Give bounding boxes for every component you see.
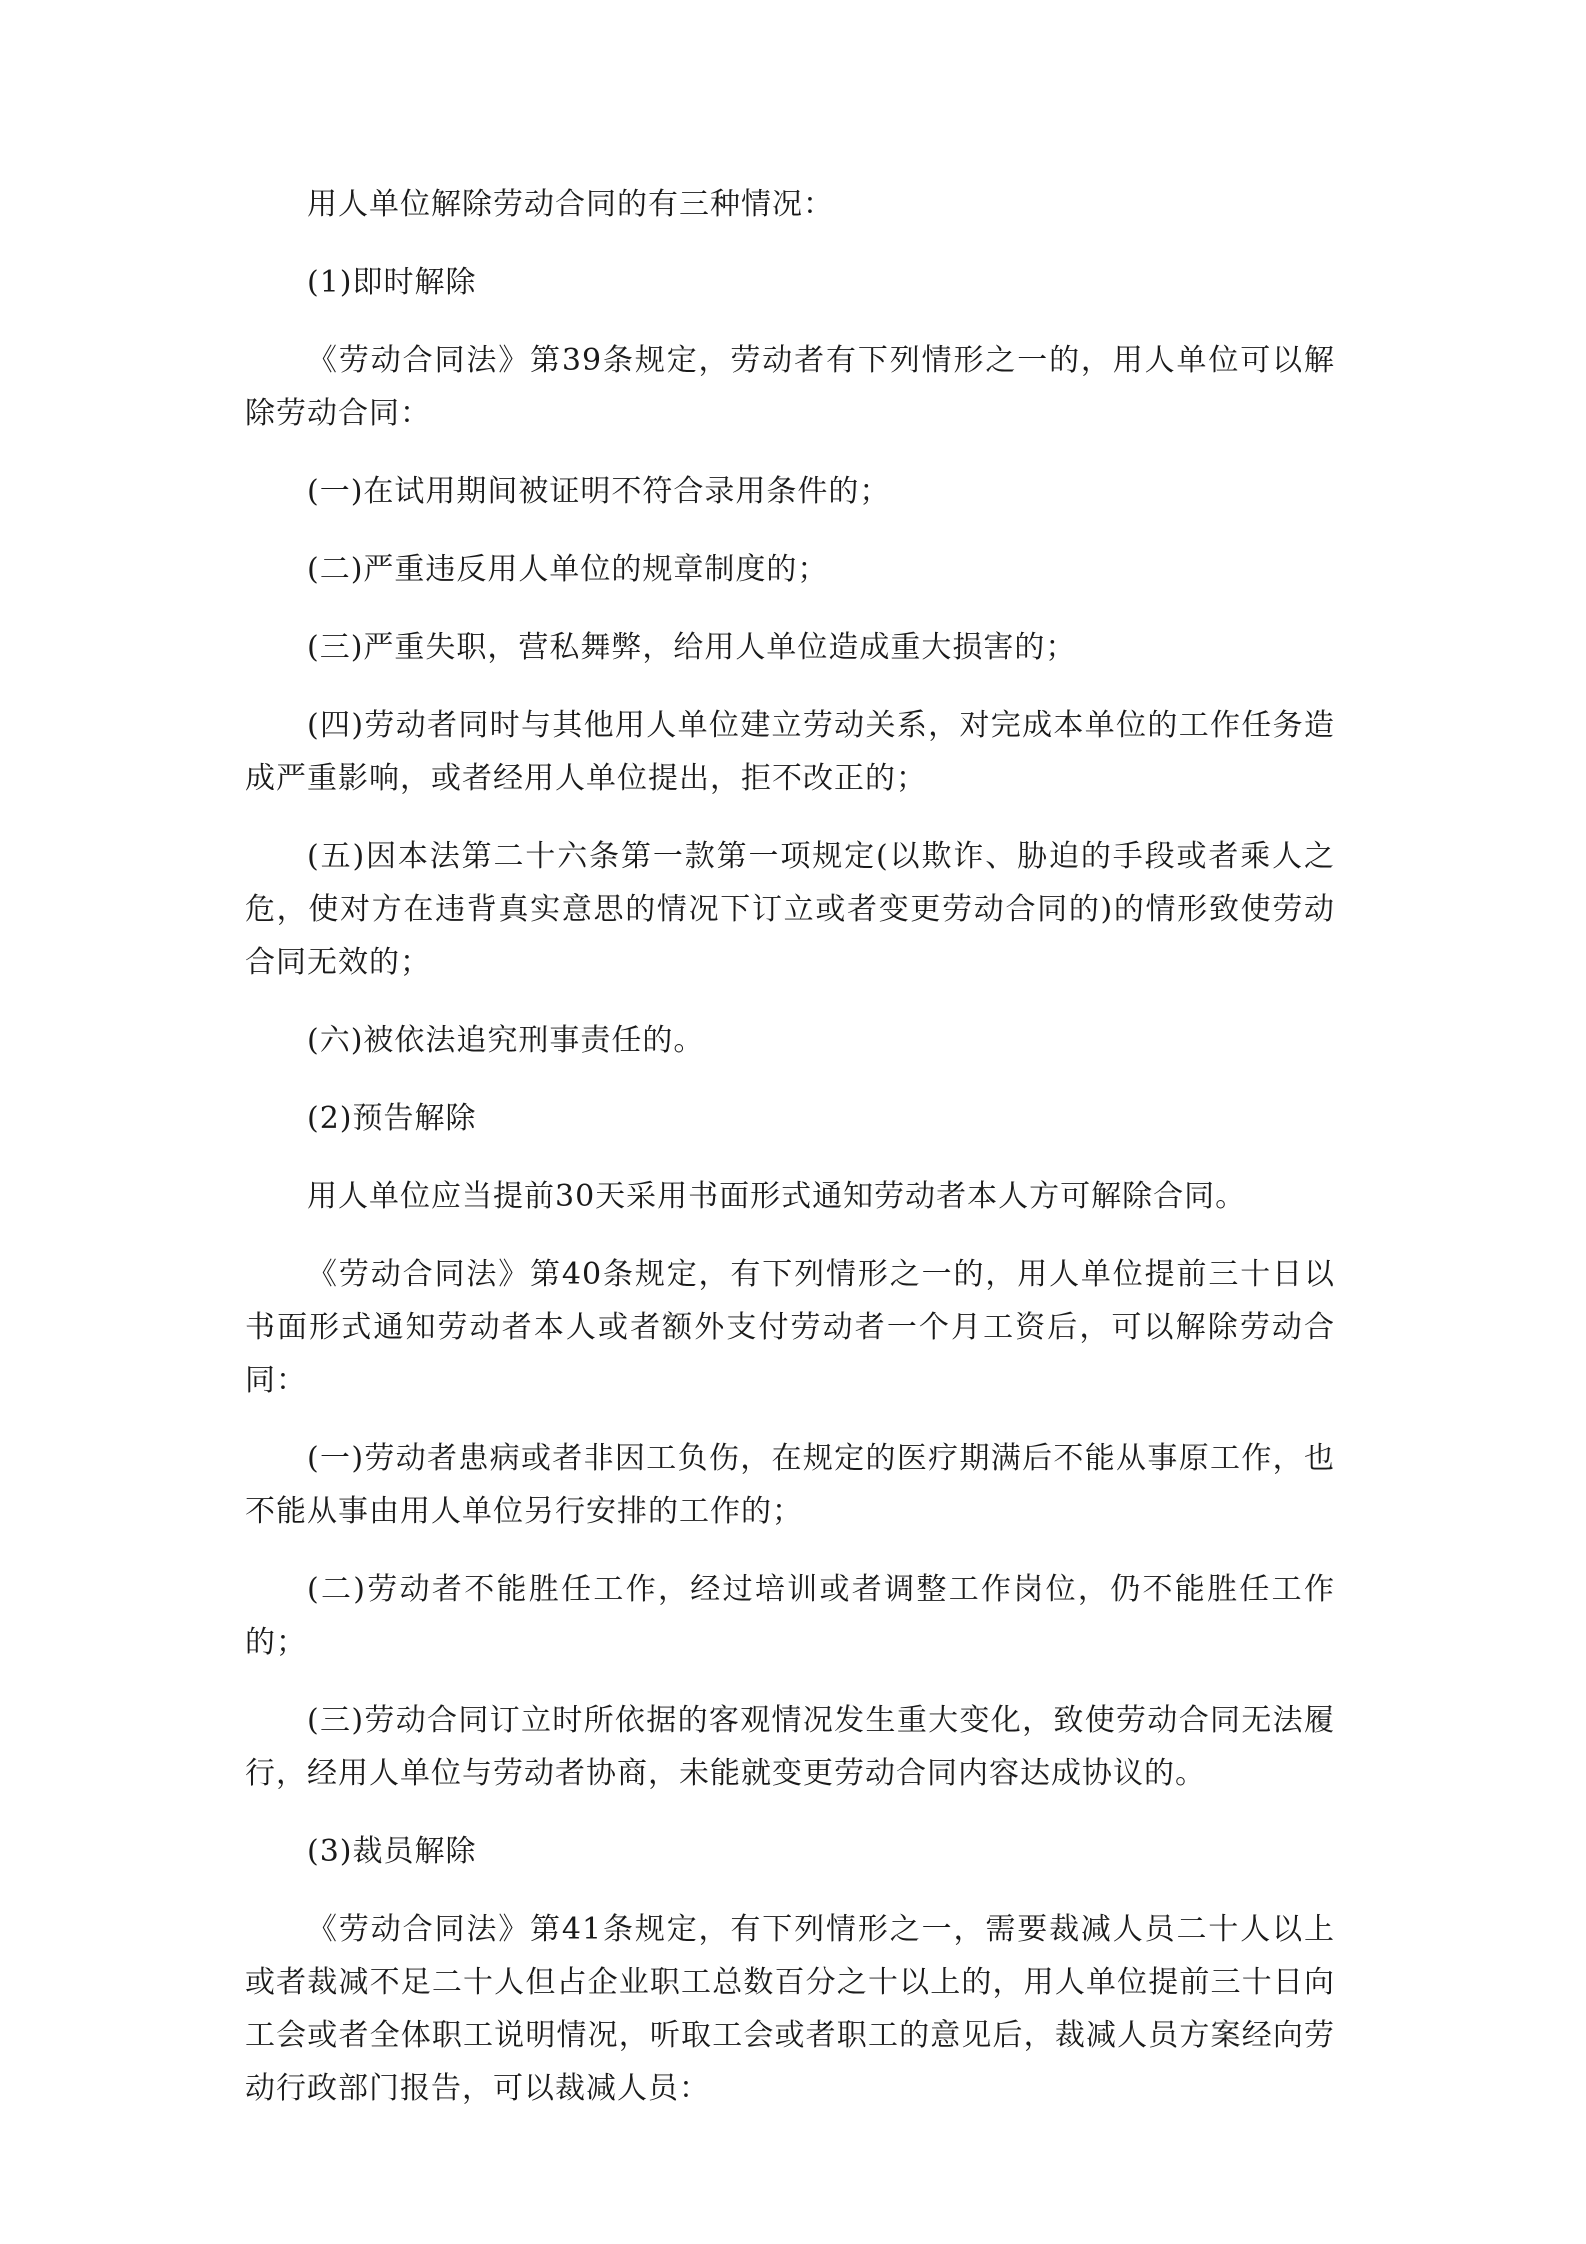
list-item: (五)因本法第二十六条第一款第一项规定(以欺诈、胁迫的手段或者乘人之危，使对方在违背真实意思的情况下订立或者变更劳动合同的)的情形致使劳动合同无效的； (245, 839, 1335, 980)
section-heading-notice-termination: (2)预告解除 (307, 1101, 477, 1136)
article-40-paragraph: 《劳动合同法》第40条规定，有下列情形之一的，用人单位提前三十日以书面形式通知劳动者本人或者额外支付劳动者一个月工资后，可以解除劳动合同： (245, 1257, 1335, 1398)
list-item: (三)严重失职，营私舞弊，给用人单位造成重大损害的； (307, 630, 1077, 665)
section-heading-immediate-termination: (1)即时解除 (307, 265, 477, 300)
list-item: (三)劳动合同订立时所依据的客观情况发生重大变化，致使劳动合同无法履行，经用人单位与劳动者协商，未能就变更劳动合同内容达成协议的。 (245, 1703, 1335, 1791)
intro-paragraph: 用人单位解除劳动合同的有三种情况： (307, 187, 834, 222)
article-41-paragraph: 《劳动合同法》第41条规定，有下列情形之一，需要裁减人员二十人以上或者裁减不足二十人但占企业职工总数百分之十以上的，用人单位提前三十日向工会或者全体职工说明情况，听取工会或者职工的意见后，裁减人员方案经向劳动行政部门报告，可以裁减人员： (245, 1912, 1335, 2106)
document-body (245, 178, 1335, 2140)
list-item: (一)在试用期间被证明不符合录用条件的； (307, 474, 891, 509)
section-heading-layoff-termination: (3)裁员解除 (307, 1834, 477, 1869)
list-item: (二)严重违反用人单位的规章制度的； (307, 552, 829, 587)
notice-paragraph: 用人单位应当提前30天采用书面形式通知劳动者本人方可解除合同。 (307, 1179, 1247, 1214)
article-39-paragraph: 《劳动合同法》第39条规定，劳动者有下列情形之一的，用人单位可以解除劳动合同： (245, 343, 1335, 431)
list-item: (二)劳动者不能胜任工作，经过培训或者调整工作岗位，仍不能胜任工作的； (245, 1572, 1335, 1660)
list-item: (一)劳动者患病或者非因工负伤，在规定的医疗期满后不能从事原工作，也不能从事由用人单位另行安排的工作的； (245, 1441, 1335, 1529)
list-item: (四)劳动者同时与其他用人单位建立劳动关系，对完成本单位的工作任务造成严重影响，或者经用人单位提出，拒不改正的； (245, 708, 1335, 796)
list-item: (六)被依法追究刑事责任的。 (307, 1023, 705, 1058)
